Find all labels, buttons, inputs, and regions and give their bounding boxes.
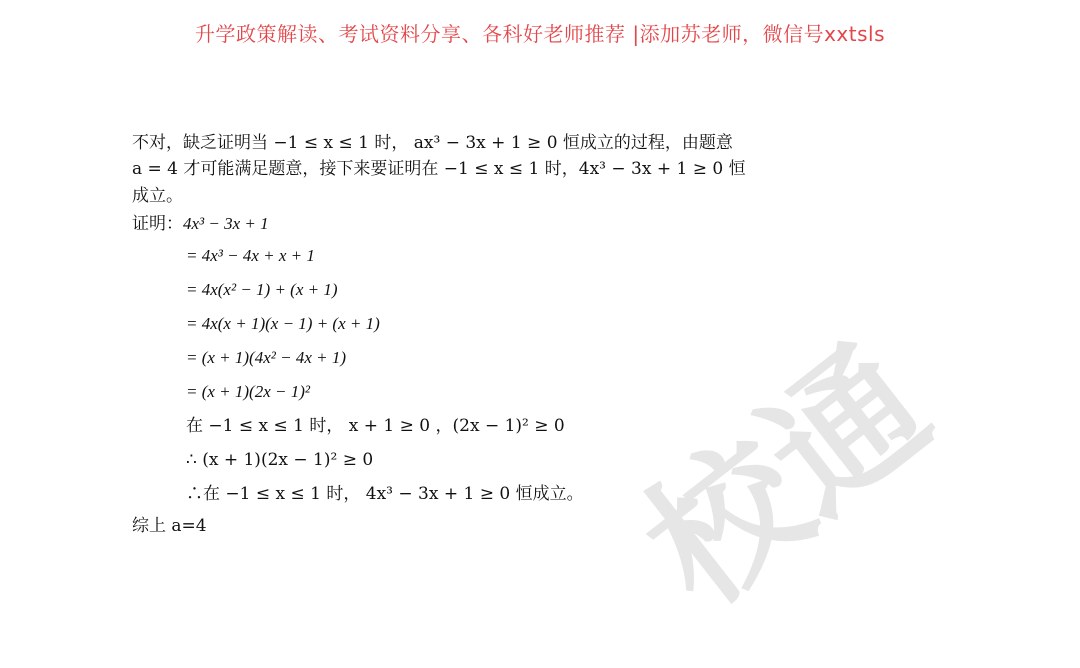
therefore-line-2: ∴在 −1 ≤ x ≤ 1 时， 4x³ − 3x + 1 ≥ 0 恒成立。 — [186, 484, 584, 505]
therefore-line-1: ∴ (x + 1)(2x − 1)² ≥ 0 — [186, 450, 374, 471]
proof-step-2: = 4x(x² − 1) + (x + 1) — [186, 280, 338, 300]
document-body — [132, 130, 746, 541]
intro-line-2: a = 4 才可能满足题意，接下来要证明在 −1 ≤ x ≤ 1 时，4x³ − 3x + 1 ≥ 0 恒 — [132, 159, 746, 180]
proof-first-expression: 4x³ − 3x + 1 — [183, 214, 269, 234]
proof-step-3: = 4x(x + 1)(x − 1) + (x + 1) — [186, 314, 380, 334]
conclusion-line: 综上 a=4 — [132, 516, 207, 537]
header-banner: 升学政策解读、考试资料分享、各科好老师推荐 |添加苏老师，微信号xxtsls — [194, 22, 885, 46]
proof-label: 证明： — [132, 214, 183, 235]
intro-line-3: 成立。 — [132, 185, 183, 206]
watermark: 校通 — [615, 316, 960, 639]
proof-start — [132, 209, 732, 239]
proof-step-1: = 4x³ − 4x + x + 1 — [186, 246, 315, 266]
proof-step-4: = (x + 1)(4x² − 4x + 1) — [186, 348, 347, 368]
condition-line: 在 −1 ≤ x ≤ 1 时， x + 1 ≥ 0 ，(2x − 1)² ≥ 0 — [186, 416, 565, 437]
proof-step-5: = (x + 1)(2x − 1)² — [186, 382, 310, 402]
intro-line-1: 不对，缺乏证明当 −1 ≤ x ≤ 1 时， ax³ − 3x + 1 ≥ 0 恒成立的过程，由题意 — [132, 133, 733, 153]
